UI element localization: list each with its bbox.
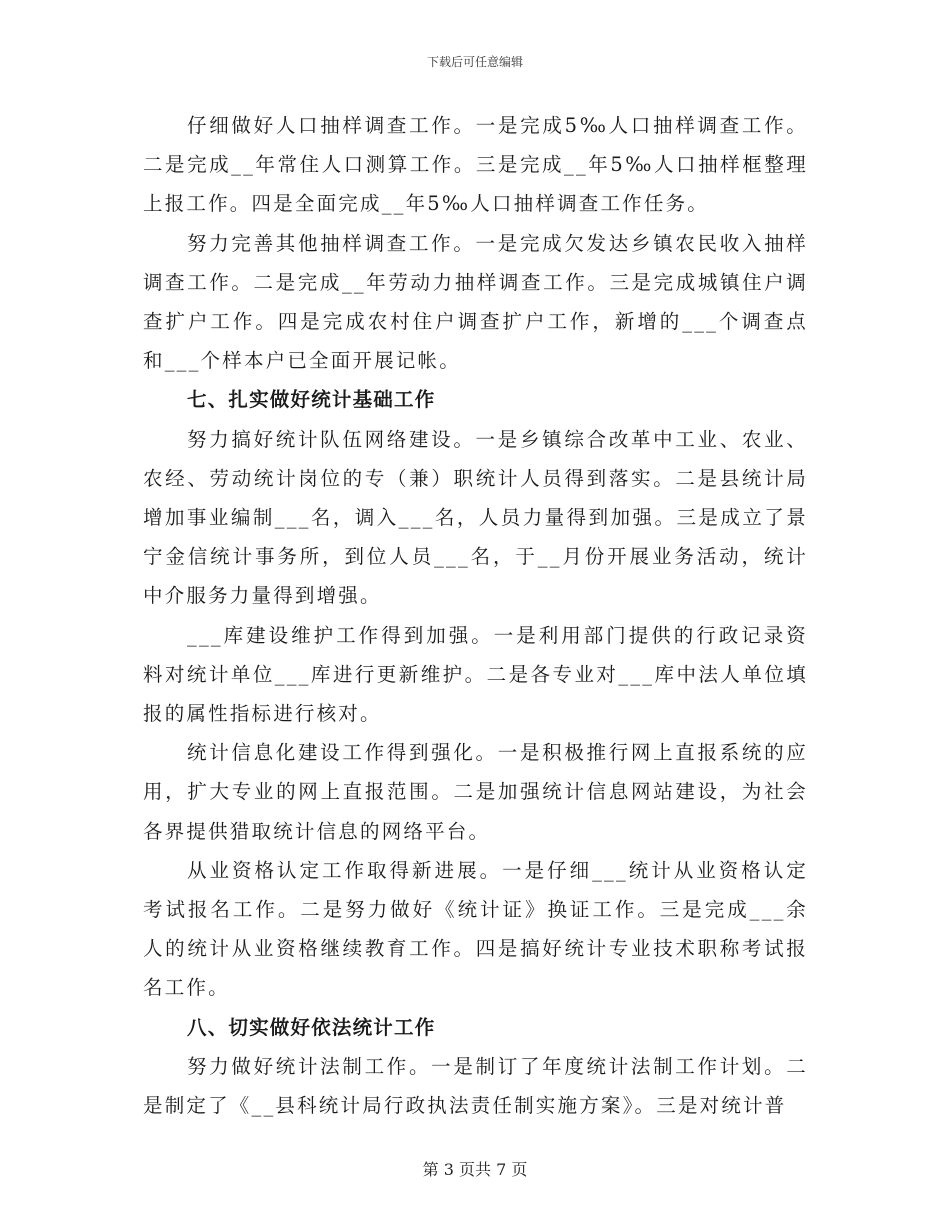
section-heading-7: 七、扎实做好统计基础工作 [187, 388, 436, 412]
page-footer: 第 3 页共 7 页 [422, 1160, 528, 1179]
document-body [143, 106, 808, 1125]
paragraph-qualification: 从业资格认定工作取得新进展。一是仔细___统计从业资格认定考试报名工作。二是努力做好《统计证》换证工作。三是完成___余人的统计从业资格继续教育工作。四是搞好统计专业技术职称考试报名工作。 [143, 858, 808, 1000]
paragraph-population-survey: 仔细做好人口抽样调查工作。一是完成5‰人口抽样调查工作。二是完成__年常住人口测算工作。三是完成__年5‰人口抽样框整理上报工作。四是全面完成__年5‰人口抽样调查工作任务。 [143, 114, 808, 216]
paragraph-informatization: 统计信息化建设工作得到强化。一是积极推行网上直报系统的应用，扩大专业的网上直报范围。二是加强统计信息网站建设，为社会各界提供猎取统计信息的网络平台。 [143, 741, 808, 843]
section-heading-8: 八、切实做好依法统计工作 [187, 1015, 436, 1039]
paragraph-legal-statistics: 努力做好统计法制工作。一是制订了年度统计法制工作计划。二是制定了《__县科统计局行政执法责任制实施方案》。三是对统计普 [143, 1054, 808, 1118]
page-header: 下载后可任意编辑 [426, 55, 523, 69]
paragraph-other-surveys: 努力完善其他抽样调查工作。一是完成欠发达乡镇农民收入抽样调查工作。二是完成__年劳动力抽样调查工作。三是完成城镇住户调查扩户工作。四是完成农村住户调查扩户工作，新增的___个调查点和___个样本户已全面开展记帐。 [143, 231, 808, 373]
paragraph-team-network: 努力搞好统计队伍网络建设。一是乡镇综合改革中工业、农业、农经、劳动统计岗位的专（兼）职统计人员得到落实。二是县统计局增加事业编制___名，调入___名，人员力量得到加强。三是成立了景宁金信统计事务所，到位人员___名，于__月份开展业务活动，统计中介服务力量得到增强。 [143, 427, 808, 608]
paragraph-database-maintenance: ___库建设维护工作得到加强。一是利用部门提供的行政记录资料对统计单位___库进行更新维护。二是各专业对___库中法人单位填报的属性指标进行核对。 [143, 623, 808, 726]
